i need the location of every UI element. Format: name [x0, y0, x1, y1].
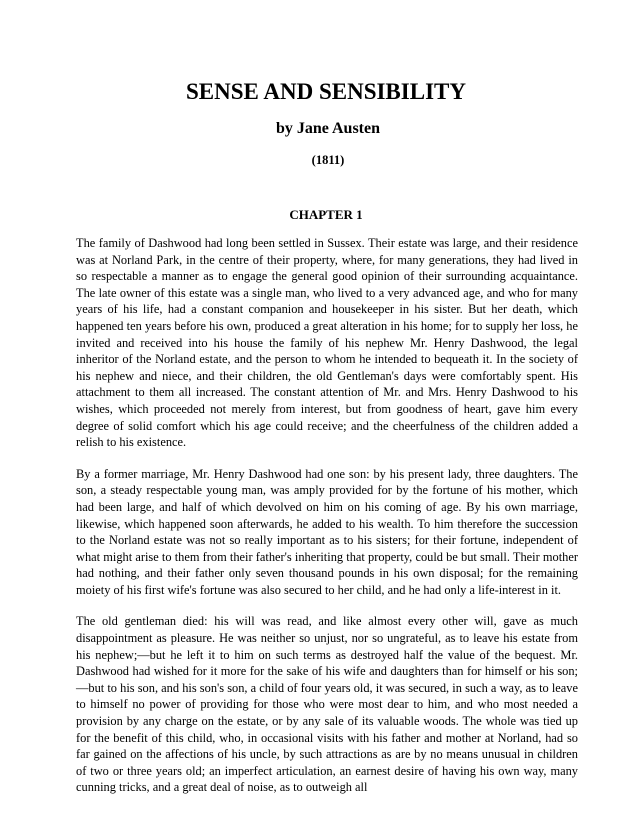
paragraph-3: The old gentleman died: his will was read, and like almost every other will, gave as much disappointment as pleasure. He was neither so unjust, nor so ungrateful, as to leave his estate from his nephew;—but he left it to him on such terms as destroyed half the value of the bequest. Mr. Dashwood had wished for it more for the sake of his wife and daughters than for himself or his son;—but to his son, and his son's son, a child of four years old, it was secured, in such a way, as to leave to himself no power of providing for those who were most dear to him, and who most needed a provision by any charge on the estate, or by any sale of its valuable woods. The whole was tied up for the benefit of this child, who, in occasional visits with his father and mother at Norland, had so far gained on the affections of his uncle, by such attractions as are by no means unusual in children of two or three years old; an imperfect articulation, an earnest desire of having his own way, many cunning tricks, and a great deal of noise, as to outweigh all — [76, 614, 578, 795]
book-title: SENSE AND SENSIBILITY — [186, 79, 466, 104]
publication-year: (1811) — [311, 153, 345, 167]
chapter-body — [76, 235, 578, 796]
paragraph-2: By a former marriage, Mr. Henry Dashwood had one son: by his present lady, three daughters. The son, a steady respectable young man, was amply provided for by the fortune of his mother, which had been large, and half of which devolved on him on his coming of age. By his own marriage, likewise, which happened soon afterwards, he added to his wealth. To him therefore the succession to the Norland estate was not so really important as to his sisters; for their fortune, independent of what might arise to them from their father's inheriting that property, could be but small. Their mother had nothing, and their father only seven thousand pounds in his own disposal; for the remaining moiety of his first wife's fortune was also secured to her child, and he had only a life-interest in it. — [76, 466, 578, 597]
paragraph-1: The family of Dashwood had long been settled in Sussex. Their estate was large, and their residence was at Norland Park, in the centre of their property, where, for many generations, they had lived in so respectable a manner as to engage the general good opinion of their surrounding acquaintance. The late owner of this estate was a single man, who lived to a very advanced age, and who for many years of his life, had a constant companion and housekeeper in his sister. But her death, which happened ten years before his own, produced a great alteration in his home; for to supply her loss, he invited and received into his house the family of his nephew Mr. Henry Dashwood, the legal inheritor of the Norland estate, and the person to whom he intended to bequeath it. In the society of his nephew and niece, and their children, the old Gentleman's days were comfortably spent. His attachment to them all increased. The constant attention of Mr. and Mrs. Henry Dashwood to his wishes, which proceeded not merely from interest, but from goodness of heart, gave him every degree of solid comfort which his age could receive; and the cheerfulness of the children added a relish to his existence. — [76, 236, 578, 450]
chapter-heading: CHAPTER 1 — [289, 207, 363, 222]
book-author: by Jane Austen — [275, 120, 381, 137]
